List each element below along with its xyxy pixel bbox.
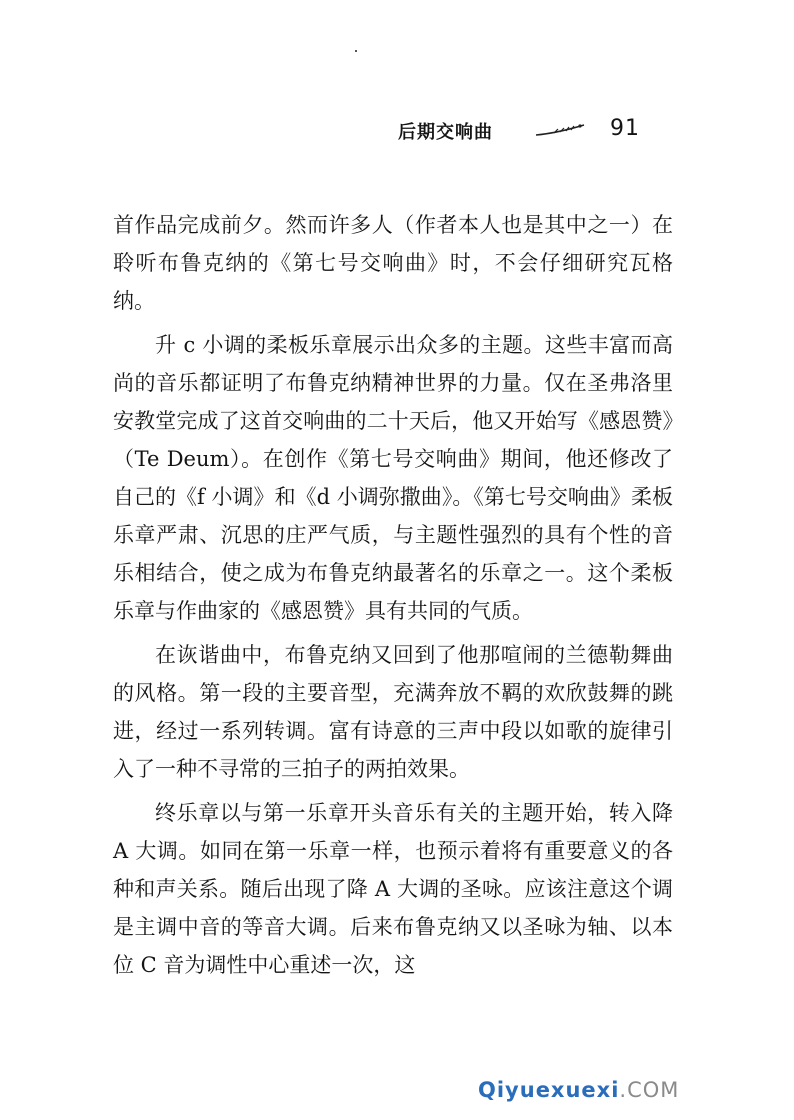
stray-mark [355, 50, 357, 52]
paragraph-3: 在诙谐曲中，布鲁克纳又回到了他那喧闹的兰德勒舞曲的风格。第一段的主要音型，充满奔放不羁的欢欣鼓舞的跳进，经过一系列转调。富有诗意的三声中段以如歌的旋律引入了一种不寻常的三拍子的两拍效果。 [113, 643, 673, 781]
site-watermark [478, 1078, 679, 1102]
header-ornament-icon [534, 122, 586, 138]
page-number: 91 [610, 116, 640, 141]
paragraph-4: 终乐章以与第一乐章开头音乐有关的主题开始，转入降 A 大调。如同在第一乐章一样，也预示着将有重要意义的各种和声关系。随后出现了降 A 大调的圣咏。应该注意这个调是主调中音的等音大调。后来布鲁克纳又以圣咏为轴、以本位 C 音为调性中心重述一次，这 [113, 801, 673, 977]
paragraph-1: 首作品完成前夕。然而许多人（作者本人也是其中之一）在聆听布鲁克纳的《第七号交响曲》时，不会仔细研究瓦格纳。 [113, 213, 673, 313]
running-header [398, 116, 658, 144]
header-title: 后期交响曲 [398, 122, 493, 143]
watermark-suffix: .COM [619, 1078, 680, 1102]
watermark-brand: Qiyuexuexi [478, 1078, 620, 1102]
paragraph-2: 升 c 小调的柔板乐章展示出众多的主题。这些丰富而高尚的音乐都证明了布鲁克纳精神世界的力量。仅在圣弗洛里安教堂完成了这首交响曲的二十天后，他又开始写《感恩赞》（Te Deum）。在创作《第七号交响曲》期间，他还修改了自己的《f 小调》和《d 小调弥撒曲》。《第七号交响曲》柔板乐章严肃、沉思的庄严气质，与主题性强烈的具有个性的音乐相结合，使之成为布鲁克纳最著名的乐章之一。这个柔板乐章与作曲家的《感恩赞》具有共同的气质。 [113, 333, 673, 623]
body-text [113, 206, 673, 984]
